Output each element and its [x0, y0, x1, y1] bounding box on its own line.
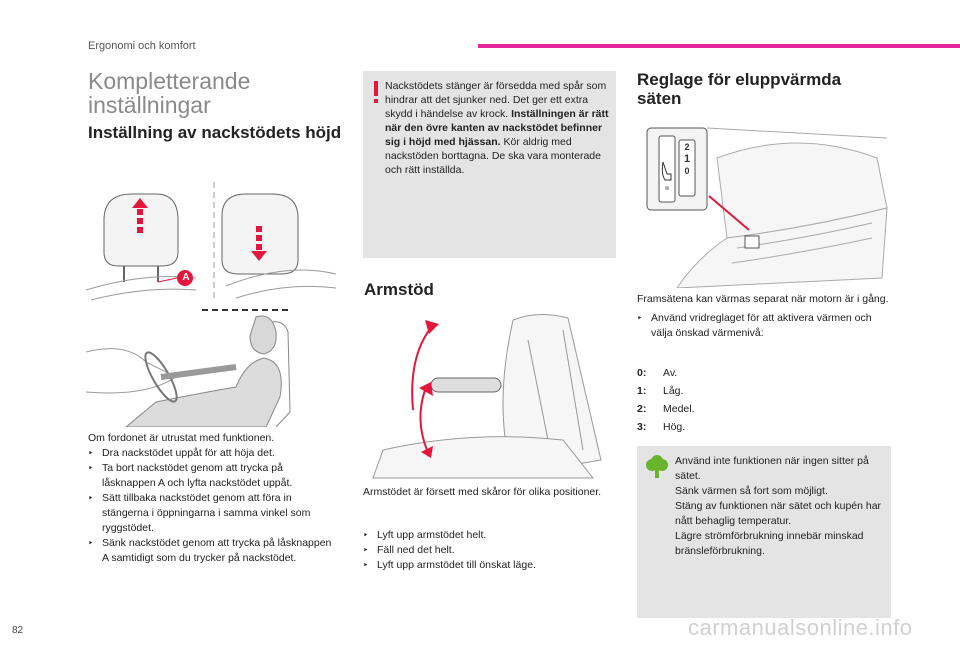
svg-text:≋: ≋	[664, 185, 670, 192]
warning-box	[363, 71, 616, 258]
bullet-icon	[88, 491, 93, 506]
bullet-icon	[637, 311, 642, 326]
list-item: ‣ Dra nackstödet uppåt för att höja det.	[88, 446, 338, 461]
level-item: 2: Medel.	[637, 403, 695, 415]
level-item: 0: Av.	[637, 367, 678, 379]
warning-text: Nackstödets stänger är försedda med spår som hindrar att det sjunker ned. Det ger ett extra skydd i händelse av krock. Inställningen är rätt när den övre kanten av nackstödet befinner sig i höjd med hjässan. Kör aldrig med nackstöden borttagna. De ska vara monterade och rätt inställda.	[385, 80, 609, 176]
page-number: 82	[12, 625, 24, 636]
heated-instructions	[637, 292, 891, 341]
dial-label: 1	[683, 153, 691, 165]
armrest-instructions	[363, 528, 613, 573]
level-item: 1: Låg.	[637, 385, 684, 397]
eco-text: Använd inte funktionen när ingen sitter på sätet. Sänk värmen så fort som möjligt. Stäng av funktionen när sätet och kupén har nått behaglig temperatur. Lägre strömförbrukning innebär minskad bränsleförbrukning.	[675, 455, 882, 557]
headrest-title: Inställning av nackstödets höjd	[88, 123, 342, 142]
eco-box	[637, 446, 891, 618]
list-item: ‣ Ta bort nackstödet genom att trycka på låsknappen A och lyfta nackstödet uppåt.	[88, 461, 338, 491]
list-item: ‣ Sätt tillbaka nackstödet genom att föra in stängerna i öppningarna i samma vinkel som ryggstödet.	[88, 491, 338, 536]
bullet-icon	[88, 536, 93, 551]
armrest-illustration	[363, 310, 618, 480]
tree-icon	[645, 454, 669, 478]
bullet-icon	[363, 558, 368, 573]
heated-seats-title: Reglage för eluppvärmda säten	[637, 70, 842, 108]
armrest-title: Armstöd	[364, 280, 434, 299]
bullet-icon	[363, 543, 368, 558]
list-item: ‣ Fäll ned det helt.	[363, 543, 613, 558]
armrest-intro: Armstödet är försett med skåror för olika positioner.	[363, 486, 602, 498]
list-item: ‣ Lyft upp armstödet till önskat läge.	[363, 558, 613, 573]
header-accent-bar	[478, 44, 960, 48]
list-item: ‣ Sänk nackstödet genom att trycka på låsknappen A samtidigt som du trycker på nackstödet.	[88, 536, 338, 566]
headrest-instructions	[88, 431, 338, 566]
callout-a-label: A	[182, 272, 190, 283]
dial-label: 2	[684, 142, 690, 152]
bullet-icon	[88, 446, 93, 461]
bullet-icon	[363, 528, 368, 543]
heat-levels	[637, 364, 695, 436]
headrest-intro: Om fordonet är utrustat med funktionen.	[88, 432, 275, 444]
heated-seat-illustration	[637, 118, 892, 288]
heated-intro: Framsätena kan värmas separat när motorn är i gång.	[637, 293, 889, 305]
list-item: ‣ Använd vridreglaget för att aktivera värmen och välja önskad värmenivå:	[637, 311, 891, 341]
section-header: Ergonomi och komfort	[88, 40, 196, 52]
dial-label: 0	[684, 166, 690, 176]
watermark: carmanualsonline.info	[688, 615, 913, 640]
level-item: 3: Hög.	[637, 421, 686, 433]
exclamation-icon	[373, 81, 379, 103]
page-title: Kompletterande inställningar	[88, 68, 251, 118]
headrest-illustration	[86, 182, 341, 427]
bullet-icon	[88, 461, 93, 476]
list-item: ‣ Lyft upp armstödet helt.	[363, 528, 613, 543]
